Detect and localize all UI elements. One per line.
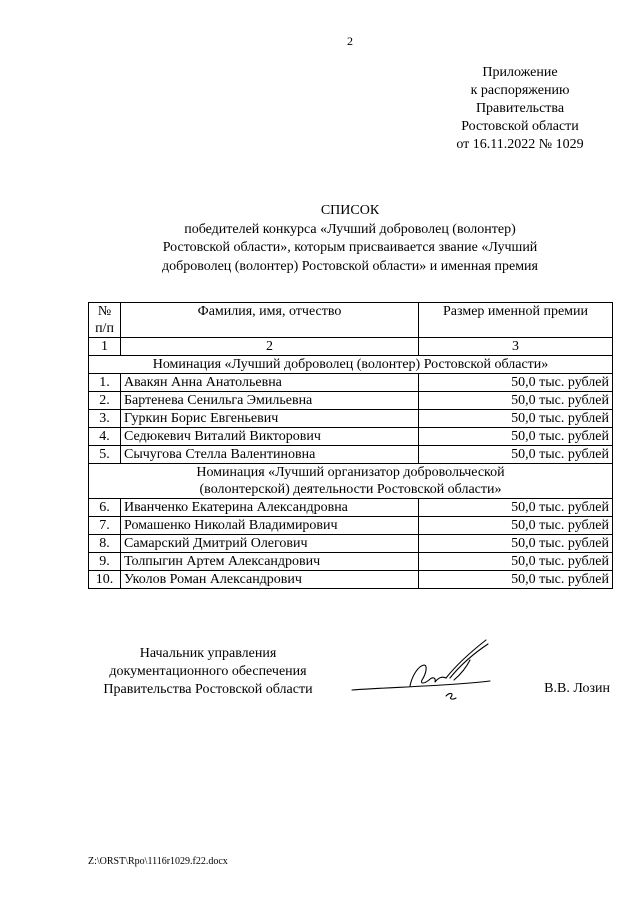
prize-amount: 50,0 тыс. рублей bbox=[419, 392, 613, 410]
prize-amount: 50,0 тыс. рублей bbox=[419, 553, 613, 571]
row-number: 7. bbox=[89, 517, 121, 535]
signatory-position bbox=[88, 645, 328, 699]
row-number: 3. bbox=[89, 410, 121, 428]
table-row bbox=[89, 499, 613, 517]
winner-name: Авакян Анна Анатольевна bbox=[121, 374, 419, 392]
table-row bbox=[89, 374, 613, 392]
signer-name: В.В. Лозин bbox=[544, 681, 610, 696]
appendix-line: Ростовской области bbox=[461, 119, 579, 134]
column-header-number bbox=[89, 303, 121, 338]
column-header-number-abbr: п/п bbox=[95, 321, 114, 336]
column-index: 3 bbox=[419, 338, 613, 356]
handwritten-signature bbox=[350, 638, 500, 706]
prize-amount: 50,0 тыс. рублей bbox=[419, 374, 613, 392]
row-number: 8. bbox=[89, 535, 121, 553]
winner-name: Сычугова Стелла Валентиновна bbox=[121, 446, 419, 464]
row-number: 1. bbox=[89, 374, 121, 392]
table-row bbox=[89, 553, 613, 571]
table-row bbox=[89, 410, 613, 428]
title-line: Ростовской области», которым присваивается звание «Лучший bbox=[162, 240, 538, 255]
title-line: победителей конкурса «Лучший доброволец (волонтер) bbox=[184, 221, 516, 237]
winner-name: Самарский Дмитрий Олегович bbox=[121, 535, 419, 553]
appendix-header bbox=[430, 64, 610, 154]
prize-amount: 50,0 тыс. рублей bbox=[419, 535, 613, 553]
winner-name: Толпыгин Артем Александрович bbox=[121, 553, 419, 571]
prize-amount: 50,0 тыс. рублей bbox=[419, 410, 613, 428]
table-row bbox=[89, 428, 613, 446]
table-row bbox=[89, 446, 613, 464]
winner-name: Ромашенко Николай Владимирович bbox=[121, 517, 419, 535]
signatory-position-line: документационного обеспечения bbox=[109, 664, 307, 679]
row-number: 5. bbox=[89, 446, 121, 464]
file-path: Z:\ORST\Rpo\1116r1029.f22.docx bbox=[88, 856, 228, 867]
prize-amount: 50,0 тыс. рублей bbox=[419, 446, 613, 464]
winners-table bbox=[88, 302, 613, 589]
appendix-date-line: от 16.11.2022 № 1029 bbox=[456, 137, 584, 152]
nomination-title: Номинация «Лучший доброволец (волонтер) Ростовской области» bbox=[89, 356, 613, 374]
winner-name: Седюкевич Виталий Викторович bbox=[121, 428, 419, 446]
nomination-title-line: Номинация «Лучший организатор добровольческой bbox=[196, 465, 505, 480]
nomination-title-line: (волонтерской) деятельности Ростовской области» bbox=[199, 482, 502, 497]
column-index-row bbox=[89, 338, 613, 356]
column-index: 2 bbox=[121, 338, 419, 356]
prize-amount: 50,0 тыс. рублей bbox=[419, 517, 613, 535]
prize-amount: 50,0 тыс. рублей bbox=[419, 499, 613, 517]
winner-name: Гуркин Борис Евгеньевич bbox=[121, 410, 419, 428]
nomination-row bbox=[89, 464, 613, 499]
appendix-line: к распоряжению bbox=[470, 83, 570, 98]
column-header-prize: Размер именной премии bbox=[419, 303, 613, 338]
document-title bbox=[90, 202, 610, 276]
signatory-position-line: Начальник управления bbox=[139, 646, 277, 661]
prize-amount: 50,0 тыс. рублей bbox=[419, 428, 613, 446]
nomination-row bbox=[89, 356, 613, 374]
column-index: 1 bbox=[89, 338, 121, 356]
appendix-line: Правительства bbox=[475, 101, 565, 116]
table-row bbox=[89, 571, 613, 589]
winner-name: Иванченко Екатерина Александровна bbox=[121, 499, 419, 517]
title-line: доброволец (волонтер) Ростовской области» и именная премия bbox=[162, 258, 538, 274]
signatory-position-line: Правительства Ростовской области bbox=[103, 682, 313, 697]
title-heading: СПИСОК bbox=[320, 203, 380, 218]
row-number: 6. bbox=[89, 499, 121, 517]
winner-name: Уколов Роман Александрович bbox=[121, 571, 419, 589]
row-number: 10. bbox=[89, 571, 121, 589]
table-header-row bbox=[89, 303, 613, 338]
prize-amount: 50,0 тыс. рублей bbox=[419, 571, 613, 589]
column-header-number-symbol: № bbox=[97, 304, 112, 319]
table-row bbox=[89, 517, 613, 535]
row-number: 2. bbox=[89, 392, 121, 410]
winner-name: Бартенева Сенильга Эмильевна bbox=[121, 392, 419, 410]
column-header-name: Фамилия, имя, отчество bbox=[121, 303, 419, 338]
appendix-line: Приложение bbox=[482, 65, 558, 80]
row-number: 9. bbox=[89, 553, 121, 571]
row-number: 4. bbox=[89, 428, 121, 446]
page-number: 2 bbox=[347, 34, 353, 48]
nomination-title bbox=[89, 464, 613, 499]
table-row bbox=[89, 392, 613, 410]
table-row bbox=[89, 535, 613, 553]
